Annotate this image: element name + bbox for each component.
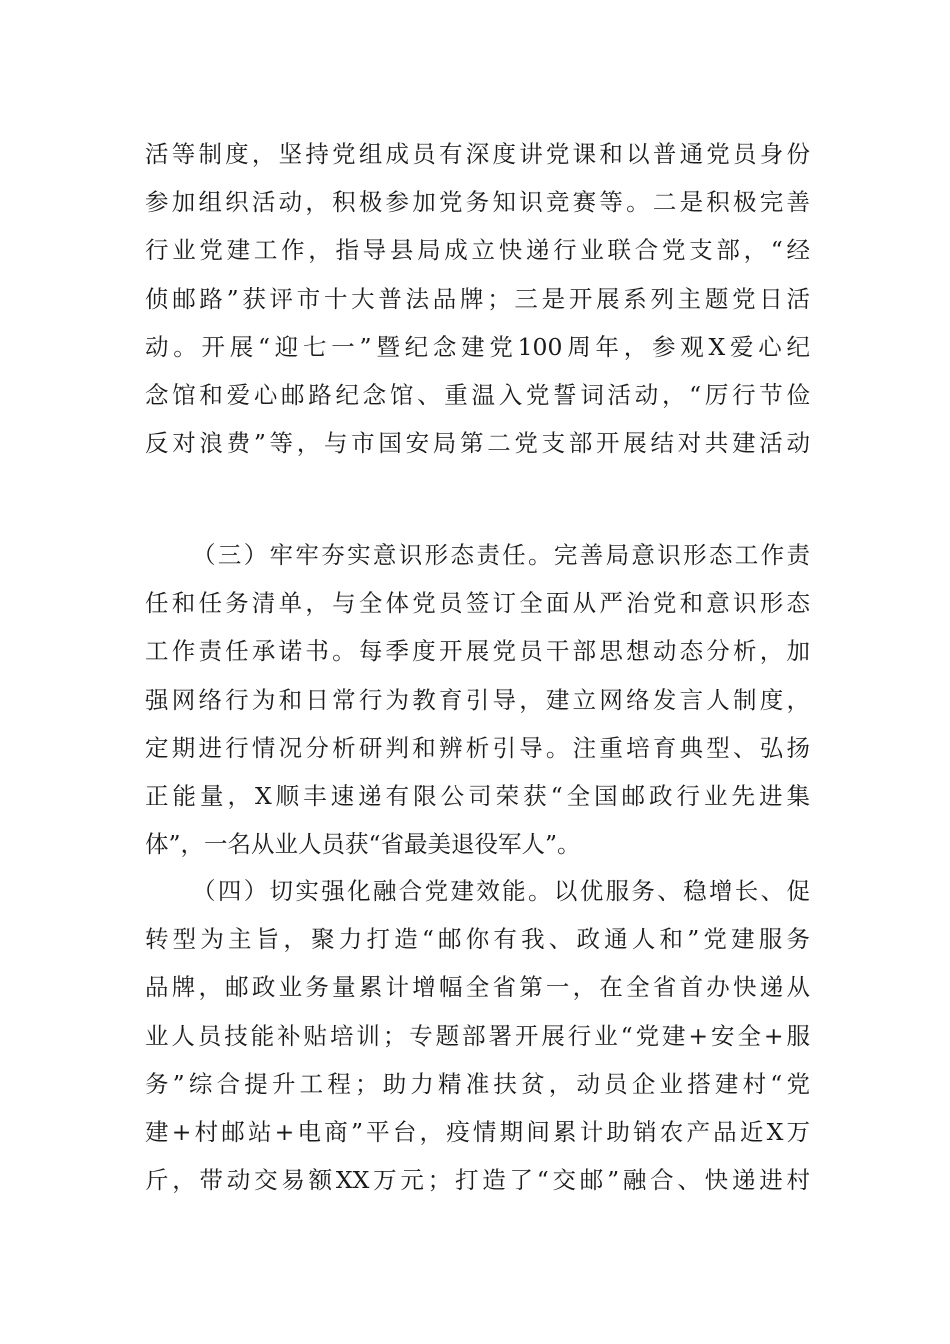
text-line: 强网络行为和日常行为教育引导，建立网络发言人制度， bbox=[145, 685, 810, 714]
text-line: 务”综合提升工程；助力精准扶贫，动员企业搭建村“党 bbox=[145, 1069, 810, 1098]
text-line: 侦邮路”获评市十大普法品牌；三是开展系列主题党日活 bbox=[145, 284, 810, 313]
text-line: 建+村邮站+电商”平台，疫情期间累计助销农产品近X万 bbox=[145, 1117, 810, 1146]
text-line: 动。开展“迎七一”暨纪念建党100周年，参观X爱心纪 bbox=[145, 332, 810, 361]
text-line: 体”，一名从业人员获“省最美退役军人”。 bbox=[145, 830, 581, 859]
text-line: 参加组织活动，积极参加党务知识竞赛等。二是积极完善 bbox=[145, 188, 810, 217]
text-line: 品牌，邮政业务量累计增幅全省第一，在全省首办快递从 bbox=[145, 973, 810, 1002]
text-line: 活等制度，坚持党组成员有深度讲党课和以普通党员身份 bbox=[145, 140, 810, 168]
text-line: （四）切实强化融合党建效能。以优服务、稳增长、促 bbox=[192, 877, 810, 905]
text-line: 工作责任承诺书。每季度开展党员干部思想动态分析，加 bbox=[145, 637, 810, 666]
text-line: 反对浪费”等，与市国安局第二党支部开展结对共建活动 bbox=[145, 429, 810, 458]
paragraph-continuation bbox=[145, 130, 810, 467]
text-line: 行业党建工作，指导县局成立快递行业联合党支部，“经 bbox=[145, 236, 810, 265]
text-line: 正能量，X顺丰速递有限公司荣获“全国邮政行业先进集 bbox=[145, 781, 810, 810]
text-line: 任和任务清单，与全体党员签订全面从严治党和意识形态 bbox=[145, 589, 810, 618]
text-line: （三）牢牢夯实意识形态责任。完善局意识形态工作责 bbox=[192, 541, 810, 569]
paragraph-integrated-party-building bbox=[145, 867, 810, 1204]
text-line: 念馆和爱心邮路纪念馆、重温入党誓词活动，“厉行节俭 bbox=[145, 380, 810, 409]
text-line: 斤，带动交易额XX万元；打造了“交邮”融合、快递进村 bbox=[145, 1166, 810, 1195]
paragraph-ideology-responsibility bbox=[145, 531, 810, 868]
text-line: 业人员技能补贴培训；专题部署开展行业“党建+安全+服 bbox=[145, 1021, 810, 1050]
text-line: 转型为主旨，聚力打造“邮你有我、政通人和”党建服务 bbox=[145, 925, 810, 954]
text-line: 定期进行情况分析研判和辨析引导。注重培育典型、弘扬 bbox=[145, 733, 810, 762]
